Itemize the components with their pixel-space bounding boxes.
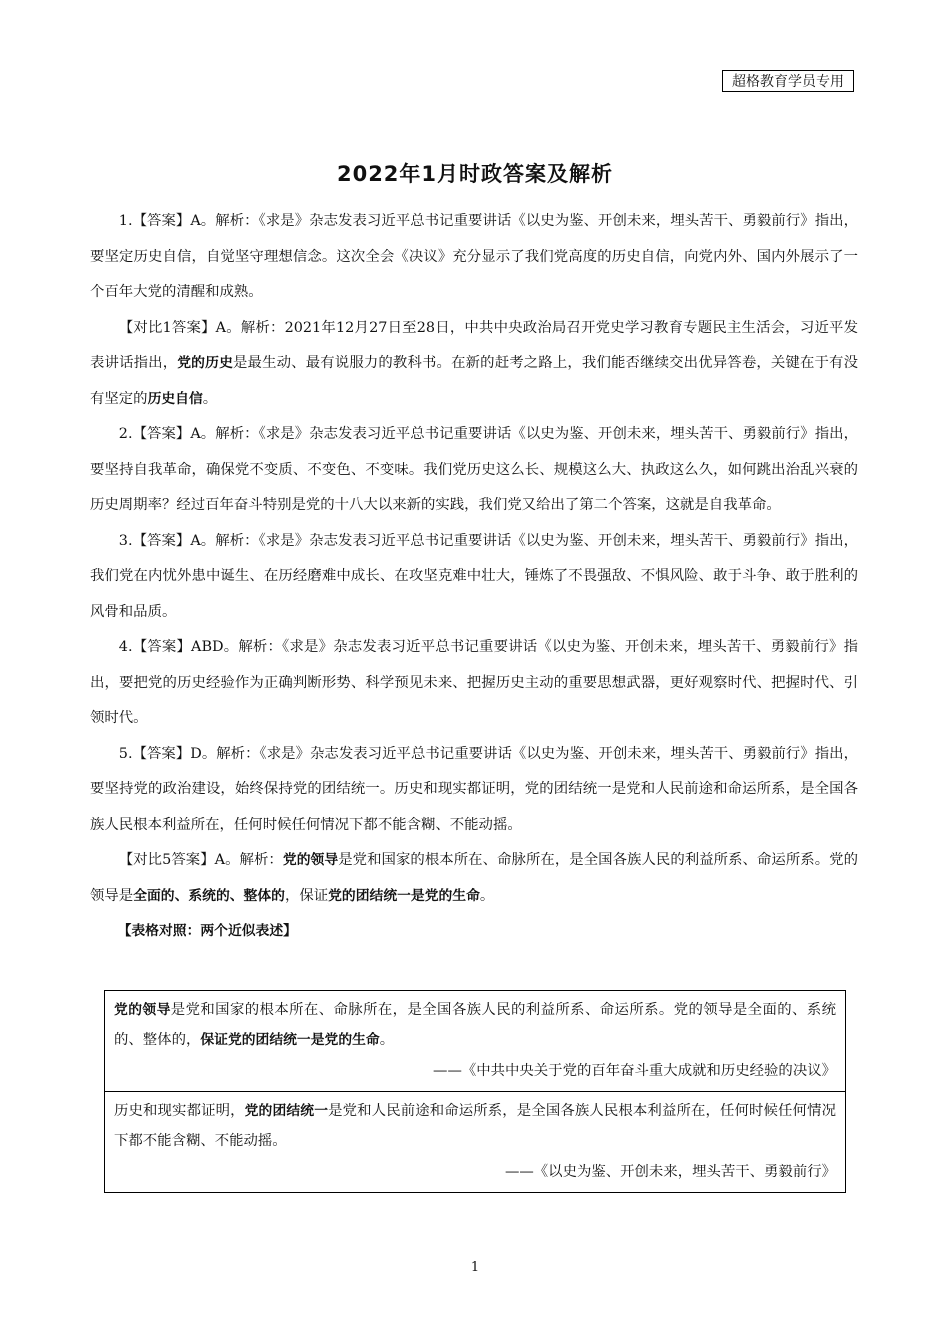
comparison-text: [114, 995, 836, 1055]
answer-paragraph: [90, 524, 858, 631]
bold-text: 党的团结统一: [244, 1103, 329, 1119]
answer-paragraph: [90, 204, 858, 311]
comparison-source: ——《以史为鉴、开创未来，埋头苦干、勇毅前行》: [505, 1164, 836, 1180]
text-run: 1.【答案】A。解析：《求是》杂志发表习近平总书记重要讲话《以史为鉴、开创未来，埋头苦干、勇毅前行》指出，要坚定历史自信，自觉坚守理想信念。这次全会《决议》充分显示了我们党高度的历史自信，向党内外、国内外展示了一个百年大党的清醒和成熟。: [90, 213, 858, 300]
bold-text: 历史自信: [147, 390, 203, 407]
answer-paragraph: [90, 417, 858, 524]
text-run: 历史和现实都证明，: [114, 1103, 245, 1119]
text-run: 。: [202, 390, 218, 407]
text-run: ，保证: [284, 887, 329, 904]
text-run: 4.【答案】ABD。解析：《求是》杂志发表习近平总书记重要讲话《以史为鉴、开创未来，埋头苦干、勇毅前行》指出，要把党的历史经验作为正确判断形势、科学预见未来、把握历史主动的重要思想武器，更好观察时代、把握时代、引领时代。: [90, 639, 858, 726]
comparison-table: [104, 990, 846, 1193]
answer-paragraph: [90, 630, 858, 737]
text-run: 。: [479, 887, 495, 904]
text-run: 是党和国家的根本所在、命脉所在，是全国各族人民的利益所系、命运所系。党的领导是全面的、系统的、整体的，: [114, 1002, 836, 1048]
table-caption: 【表格对照：两个近似表述】: [117, 923, 297, 939]
text-run: 2.【答案】A。解析：《求是》杂志发表习近平总书记重要讲话《以史为鉴、开创未来，埋头苦干、勇毅前行》指出，要坚持自我革命，确保党不变质、不变色、不变味。我们党历史这么长、规模这么大、执政这么久，如何跳出治乱兴衰的历史周期率？经过百年奋斗特别是党的十八大以来新的实践，我们党又给出了第二个答案，这就是自我革命。: [90, 426, 858, 513]
comparison-cell: [105, 991, 845, 1091]
text-run: 是最生动、最有说服力的教科书。在新的赶考之路上，我们能否继续交出优异答卷，关键在于有没有坚定的: [90, 355, 858, 407]
answer-paragraph: [90, 311, 858, 418]
page-title: 2022年1月时政答案及解析: [336, 162, 614, 186]
page-number: 1: [470, 1260, 480, 1275]
comparison-text: [114, 1096, 836, 1156]
bold-text: 党的领导: [114, 1002, 171, 1018]
text-run: 【对比5答案】A。解析：: [118, 852, 283, 868]
bold-text: 党的历史: [177, 355, 234, 371]
text-run: 5.【答案】D。解析：《求是》杂志发表习近平总书记重要讲话《以史为鉴、开创未来，埋头苦干、勇毅前行》指出，要坚持党的政治建设，始终保持党的团结统一。历史和现实都证明，党的团结统一是党和人民前途和命运所系，是全国各族人民根本利益所在，任何时候任何情况下都不能含糊、不能动摇。: [90, 745, 858, 833]
answer-paragraphs: [90, 204, 858, 914]
text-run: 3.【答案】A。解析：《求是》杂志发表习近平总书记重要讲话《以史为鉴、开创未来，埋头苦干、勇毅前行》指出，我们党在内忧外患中诞生、在历经磨难中成长、在攻坚克难中壮大，锤炼了不畏强敌、不惧风险、敢于斗争、敢于胜利的风骨和品质。: [90, 532, 858, 620]
text-run: 是党和国家的根本所在、命脉所在，是全国各族人民的利益所系、命运所系。党的领导是: [90, 852, 858, 904]
watermark-stamp: 超格教育学员专用: [722, 70, 854, 92]
bold-text: 党的团结统一是党的生命: [328, 887, 480, 904]
answer-paragraph: [90, 843, 858, 914]
text-run: 是党和人民前途和命运所系，是全国各族人民根本利益所在，任何时候任何情况下都不能含糊、不能动摇。: [114, 1103, 836, 1149]
text-run: 。: [379, 1032, 395, 1048]
bold-text: 党的领导: [282, 852, 339, 868]
bold-text: 全面的、系统的、整体的: [133, 887, 285, 904]
bold-text: 保证党的团结统一是党的生命: [200, 1032, 380, 1048]
answers-body: [90, 204, 858, 948]
comparison-source: ——《中共中央关于党的百年奋斗重大成就和历史经验的决议》: [433, 1063, 836, 1079]
text-run: 【对比1答案】A。解析：2021年12月27日至28日，中共中央政治局召开党史学习教育专题民主生活会，习近平发表讲话指出，: [90, 319, 858, 371]
comparison-cell: [105, 1091, 845, 1192]
answer-paragraph: [90, 737, 858, 844]
